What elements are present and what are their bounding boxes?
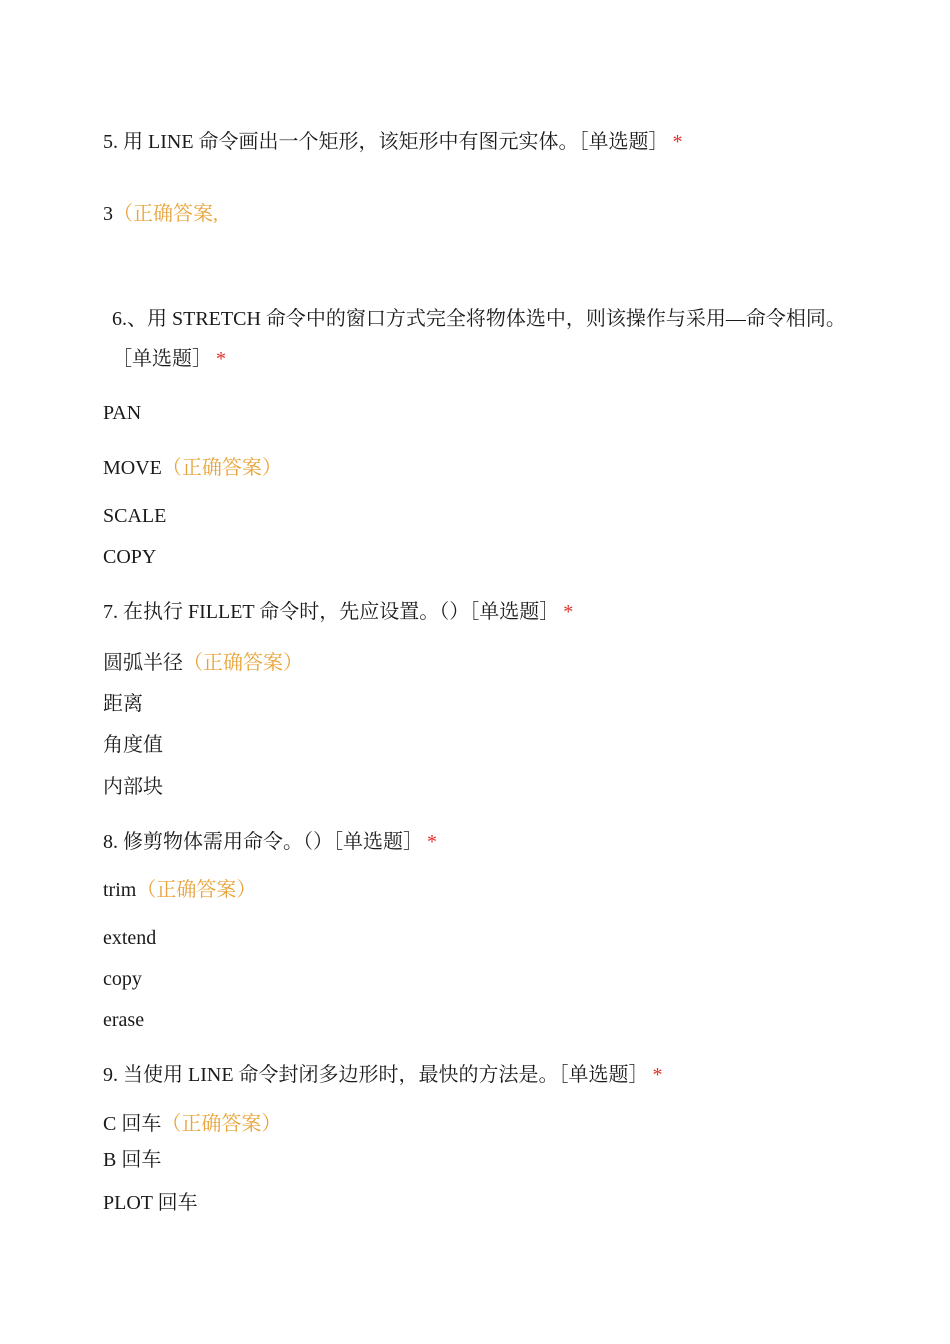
question-5-title [103,129,683,155]
required-star: * [563,601,574,623]
question-9-title [103,1062,663,1088]
option-label: PLOT 回车 [103,1192,198,1214]
option-item[interactable] [103,1111,281,1137]
correct-answer-mark: （正确答案） [183,652,303,674]
question-8-text: 8. 修剪物体需用命令。（）［单选题］ [103,831,423,853]
option-label: B 回车 [103,1149,162,1171]
option-label: 角度值 [103,734,163,756]
option-item[interactable] [103,691,143,717]
option-label: COPY [103,546,157,568]
option-label: extend [103,927,157,949]
required-star: * [216,348,226,370]
required-star: * [672,131,683,153]
option-item[interactable] [103,650,303,676]
option-item[interactable] [103,400,141,426]
option-label: 内部块 [103,776,163,798]
question-5-answer [103,201,218,227]
option-label: erase [103,1009,145,1031]
question-6-title-cont [112,346,226,372]
option-label: SCALE [103,505,167,527]
option-item[interactable] [103,455,282,481]
question-6-text: 6.、用 STRETCH 命令中的窗口方式完全将物体选中，则该操作与采用—命令相同。 [112,308,846,330]
question-type: ［单选题］ [112,348,212,370]
required-star: * [652,1064,663,1086]
option-label: C 回车 [103,1113,162,1135]
question-9-text: 9. 当使用 LINE 命令封闭多边形时，最快的方法是。［单选题］ [103,1064,649,1086]
option-item[interactable] [103,1190,198,1216]
option-item[interactable] [103,966,142,992]
option-label: PAN [103,402,142,424]
question-7-text: 7. 在执行 FILLET 命令时，先应设置。（）［单选题］ [103,601,560,623]
option-item[interactable] [103,1147,161,1173]
question-5-text: 5. 用 LINE 命令画出一个矩形，该矩形中有图元实体。［单选题］ [103,131,669,153]
question-6-title [112,306,846,332]
option-label: MOVE [103,457,162,479]
option-item[interactable] [103,774,163,800]
correct-answer-mark: （正确答案） [161,457,282,479]
option-item[interactable] [103,1007,144,1033]
correct-answer-mark: （正确答案） [136,879,257,901]
option-item[interactable] [103,544,156,570]
option-item[interactable] [103,732,163,758]
required-star: * [427,831,437,853]
correct-answer-mark: （正确答案） [161,1113,282,1135]
option-label: 距离 [103,693,143,715]
correct-answer-mark: （正确答案, [113,203,218,225]
option-item[interactable] [103,877,256,903]
option-label: 圆弧半径 [103,652,183,674]
option-label: copy [103,968,142,990]
option-label: trim [103,879,137,901]
question-8-title [103,829,437,855]
option-item[interactable] [103,503,166,529]
question-7-title [103,599,573,625]
answer-text: 3 [103,203,113,225]
option-item[interactable] [103,925,156,951]
